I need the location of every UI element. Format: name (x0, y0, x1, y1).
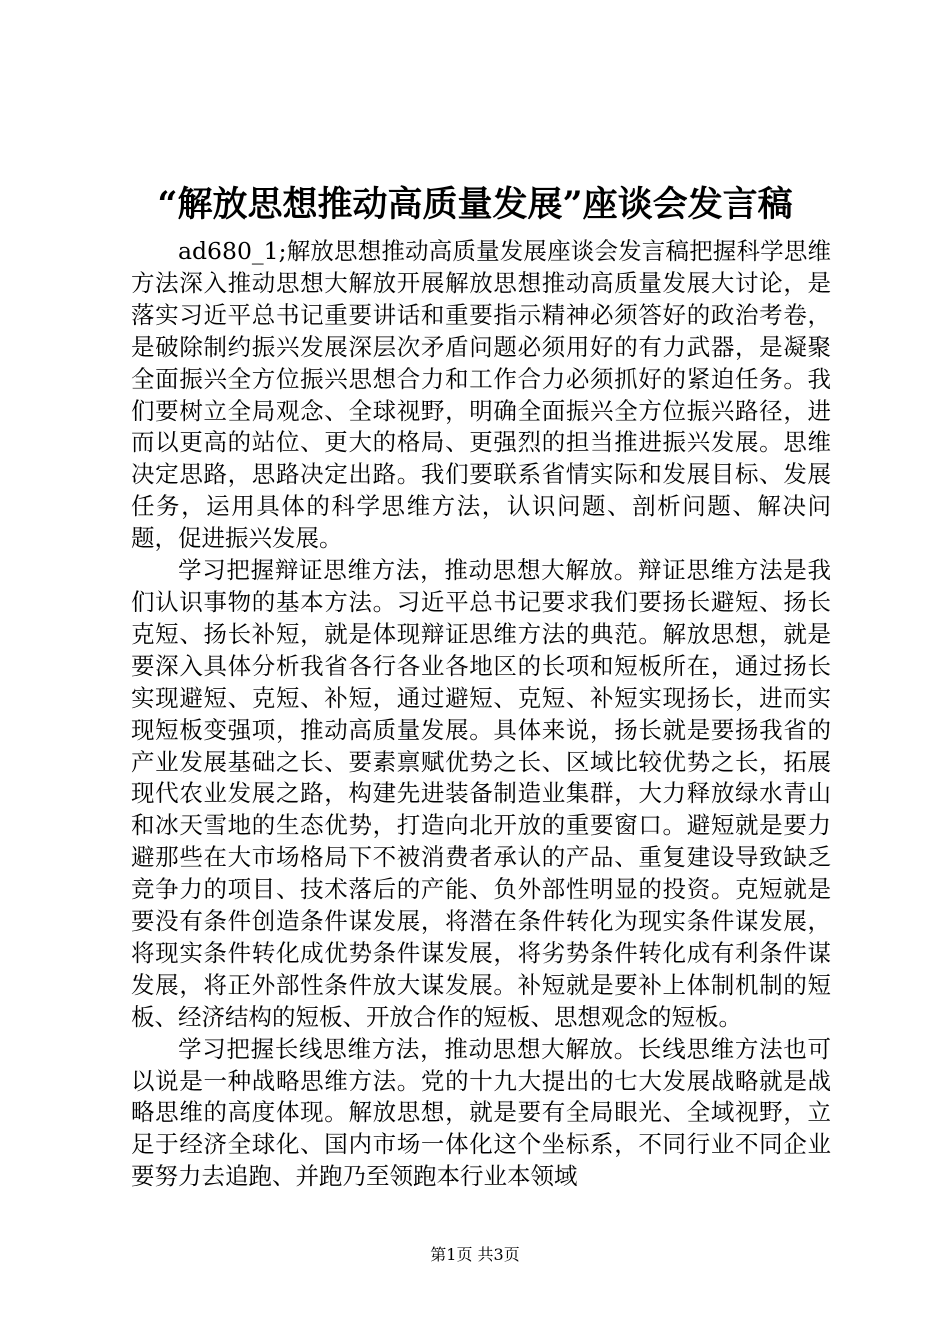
page-footer: 第1页 共3页 (430, 1245, 520, 1264)
document-body (131, 236, 831, 1193)
paragraph-2: 学习把握辩证思维方法，推动思想大解放。辩证思维方法是我们认识事物的基本方法。习近平总书记要求我们要扬长避短、扬长克短、扬长补短，就是体现辩证思维方法的典范。解放思想，就是要深入具体分析我省各行各业各地区的长项和短板所在，通过扬长实现避短、克短、补短，通过避短、克短、补短实现扬长，进而实现短板变强项，推动高质量发展。具体来说，扬长就是要扬我省的产业发展基础之长、要素禀赋优势之长、区域比较优势之长，拓展现代农业发展之路，构建先进装备制造业集群，大力释放绿水青山和冰天雪地的生态优势，打造向北开放的重要窗口。避短就是要力避那些在大市场格局下不被消费者承认的产品、重复建设导致缺乏竞争力的项目、技术落后的产能、负外部性明显的投资。克短就是要没有条件创造条件谋发展，将潜在条件转化为现实条件谋发展，将现实条件转化成优势条件谋发展，将劣势条件转化成有利条件谋发展，将正外部性条件放大谋发展。补短就是要补上体制机制的短板、经济结构的短板、开放合作的短板、思想观念的短板。 (131, 556, 831, 1031)
document-title: “解放思想推动高质量发展”座谈会发言稿 (157, 184, 793, 225)
paragraph-3: 学习把握长线思维方法，推动思想大解放。长线思维方法也可以说是一种战略思维方法。党的十九大提出的七大发展战略就是战略思维的高度体现。解放思想，就是要有全局眼光、全域视野，立足于经济全球化、国内市场一体化这个坐标系，不同行业不同企业要努力去追跑、并跑乃至领跑本行业本领域 (131, 1034, 831, 1191)
paragraph-1: ad680_1;解放思想推动高质量发展座谈会发言稿把握科学思维方法深入推动思想大解放开展解放思想推动高质量发展大讨论，是落实习近平总书记重要讲话和重要指示精神必须答好的政治考卷，是破除制约振兴发展深层次矛盾问题必须用好的有力武器，是凝聚全面振兴全方位振兴思想合力和工作合力必须抓好的紧迫任务。我们要树立全局观念、全球视野，明确全面振兴全方位振兴路径，进而以更高的站位、更大的格局、更强烈的担当推进振兴发展。思维决定思路，思路决定出路。我们要联系省情实际和发展目标、发展任务，运用具体的科学思维方法，认识问题、剖析问题、解决问题，促进振兴发展。 (131, 237, 831, 553)
